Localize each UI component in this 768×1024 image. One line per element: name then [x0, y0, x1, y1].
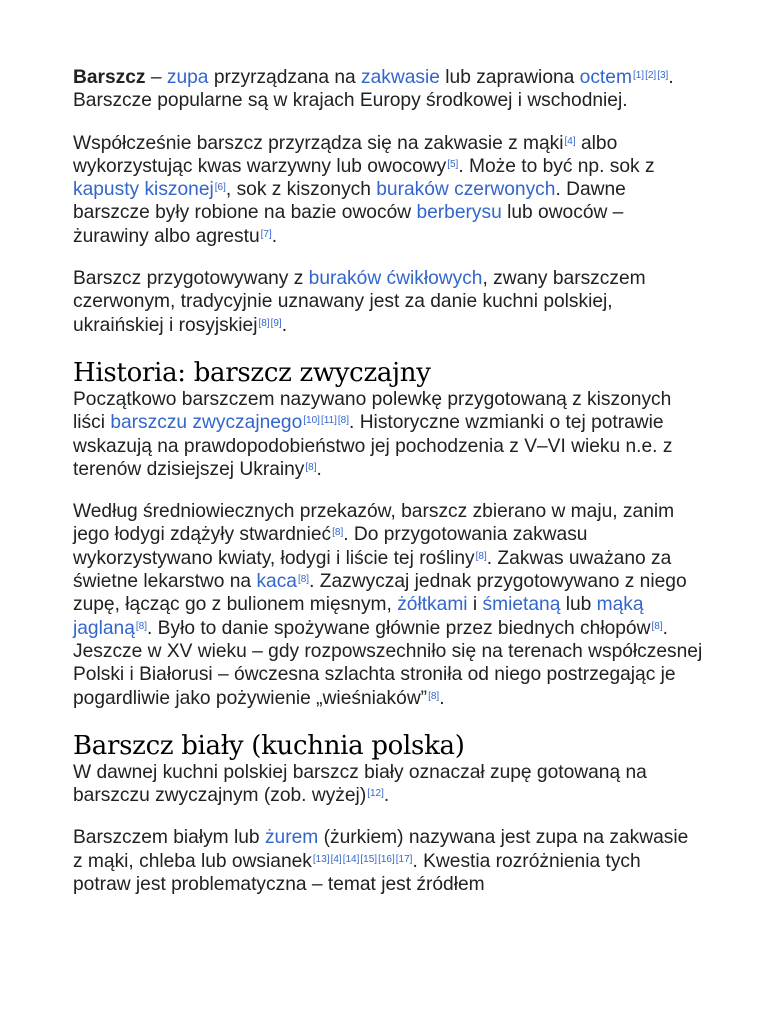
- citation-ref[interactable]: [13]: [312, 853, 330, 865]
- citation-ref[interactable]: [11]: [320, 415, 337, 427]
- link-zoltkami[interactable]: żółtkami: [397, 594, 468, 616]
- text-run: .: [281, 314, 288, 336]
- text-run: Barszczem białym lub: [73, 827, 265, 849]
- link-kaca[interactable]: kaca: [256, 571, 297, 593]
- text-run: . Dawne barszcze były robione na bazie owoców: [73, 179, 626, 224]
- citation-ref[interactable]: [5]: [447, 158, 459, 170]
- citation-ref[interactable]: [8]: [428, 690, 440, 702]
- citation-ref[interactable]: [8]: [475, 550, 487, 562]
- citation-ref[interactable]: [8]: [135, 620, 148, 632]
- text-run: , zwany barszczem czerwonym, tradycyjnie uznawany jest za danie kuchni polskiej, ukraińskiej i rosyjskiej: [73, 268, 646, 336]
- citation-ref[interactable]: [6]: [214, 182, 226, 194]
- bold-term: Barszcz: [73, 67, 146, 88]
- paragraph: [73, 761, 703, 808]
- link-smietana[interactable]: śmietaną: [482, 594, 561, 616]
- link-burakow-cwiklowych[interactable]: buraków ćwikłowych: [308, 268, 483, 290]
- link-berberysu[interactable]: berberysu: [416, 202, 502, 224]
- article-body: [73, 66, 703, 915]
- text-run: . Do przygotowania zakwasu wykorzystywano kwiaty, łodygi i liście tej rośliny: [73, 524, 588, 569]
- citation-ref[interactable]: [8]: [337, 415, 350, 427]
- citation-ref[interactable]: [10]: [303, 415, 320, 427]
- citation-ref[interactable]: [8]: [297, 574, 310, 586]
- text-run: lub owoców – żurawiny albo agrestu: [73, 202, 624, 247]
- text-run: . Zakwas uważano za świetne lekarstwo na: [73, 547, 672, 593]
- text-run: lub zaprawiona: [439, 67, 580, 88]
- citation-ref[interactable]: [8]: [258, 317, 270, 329]
- citation-ref[interactable]: [8]: [332, 527, 344, 539]
- section-heading-barszcz-bialy: Barszcz biały (kuchnia polska): [73, 730, 465, 761]
- paragraph: [73, 826, 703, 896]
- link-kapusty-kiszonej[interactable]: kapusty kiszonej: [73, 179, 214, 201]
- text-run: .: [271, 225, 278, 247]
- section-heading-historia: Historia: barszcz zwyczajny: [73, 357, 431, 388]
- paragraph: [73, 66, 703, 113]
- text-run: .: [383, 785, 390, 807]
- link-zurem[interactable]: żurem: [264, 827, 319, 849]
- section-barszcz-bialy: [73, 729, 703, 896]
- text-run: , sok z kiszonych: [225, 179, 377, 201]
- paragraph: [73, 267, 703, 337]
- citation-ref[interactable]: [16]: [378, 853, 395, 865]
- citation-ref[interactable]: [2]: [645, 70, 657, 81]
- text-run: .: [316, 458, 322, 480]
- text-run: .: [439, 687, 445, 709]
- text-run: (żurkiem) nazywana jest zupa na zakwasie z mąki, chleba lub owsianek: [73, 827, 689, 872]
- link-octem[interactable]: octem: [579, 67, 632, 88]
- section-intro: [73, 66, 703, 337]
- section-historia: [73, 356, 703, 710]
- link-burakow-czerwonych[interactable]: buraków czerwonych: [376, 179, 556, 201]
- citation-ref[interactable]: [8]: [305, 461, 317, 473]
- citation-ref[interactable]: [17]: [395, 853, 413, 865]
- text-run: . Może to być np. sok z: [458, 155, 655, 177]
- text-run: Barszcz przygotowywany z: [73, 268, 309, 290]
- text-run: –: [145, 67, 167, 88]
- citation-ref[interactable]: [4]: [564, 135, 576, 147]
- text-run: . Jeszcze w XV wieku – gdy rozpowszechniło się na terenach współczesnej Polski i Białorusi – ówczesna szlachta stroniła od niego postrzegając je pogardliwie jako pożywienie „wieśniaków”: [73, 617, 703, 709]
- text-run: i: [467, 594, 483, 616]
- text-run: Według średniowiecznych przekazów, barszcz zbierano w maju, zanim jego łodygi zdążyły stwardnieć: [73, 501, 675, 546]
- citation-ref[interactable]: [4]: [330, 853, 342, 865]
- text-run: . Barszcze popularne są w krajach Europy środkowej i wschodniej.: [73, 67, 674, 112]
- text-run: . Zazwyczaj jednak przygotowywano z niego zupę, łącząc go z bulionem mięsnym,: [73, 571, 687, 616]
- citation-ref[interactable]: [3]: [657, 70, 669, 81]
- text-run: W dawnej kuchni polskiej barszcz biały oznaczał zupę gotowaną na barszczu zwyczajnym (zob. wyżej): [73, 761, 647, 807]
- link-zupa[interactable]: zupa: [166, 67, 209, 88]
- link-barszczu-zwyczajnego[interactable]: barszczu zwyczajnego: [110, 412, 303, 434]
- paragraph: [73, 500, 703, 710]
- citation-ref[interactable]: [7]: [260, 228, 272, 240]
- text-run: . Kwestia rozróżnienia tych potraw jest problematyczna – temat jest źródłem: [73, 850, 641, 896]
- text-run: albo wykorzystując kwas warzywny lub owocowy: [73, 132, 618, 177]
- citation-ref[interactable]: [8]: [651, 620, 663, 632]
- link-zakwasie[interactable]: zakwasie: [361, 67, 440, 88]
- citation-ref[interactable]: [15]: [360, 853, 378, 865]
- text-run: lub: [560, 594, 597, 616]
- citation-ref[interactable]: [9]: [270, 317, 282, 329]
- text-run: . Było to danie spożywane głównie przez biednych chłopów: [147, 617, 651, 639]
- text-run: Współcześnie barszcz przyrządza się na zakwasie z mąki: [73, 132, 564, 154]
- citation-ref[interactable]: [12]: [367, 788, 384, 800]
- paragraph: [73, 388, 703, 481]
- paragraph: [73, 132, 703, 248]
- text-run: przyrządzana na: [208, 67, 362, 88]
- text-run: Początkowo barszczem nazywano polewkę przygotowaną z kiszonych liści: [73, 388, 672, 434]
- link-maka-jaglana[interactable]: mąką jaglaną: [73, 594, 644, 639]
- citation-ref[interactable]: [14]: [342, 853, 360, 865]
- text-run: . Historyczne wzmianki o tej potrawie wskazują na prawdopodobieństwo jej pochodzenia z V–VI wieku n.e. z terenów dzisiejszej Ukrainy: [73, 412, 673, 480]
- citation-ref[interactable]: [1]: [632, 70, 645, 81]
